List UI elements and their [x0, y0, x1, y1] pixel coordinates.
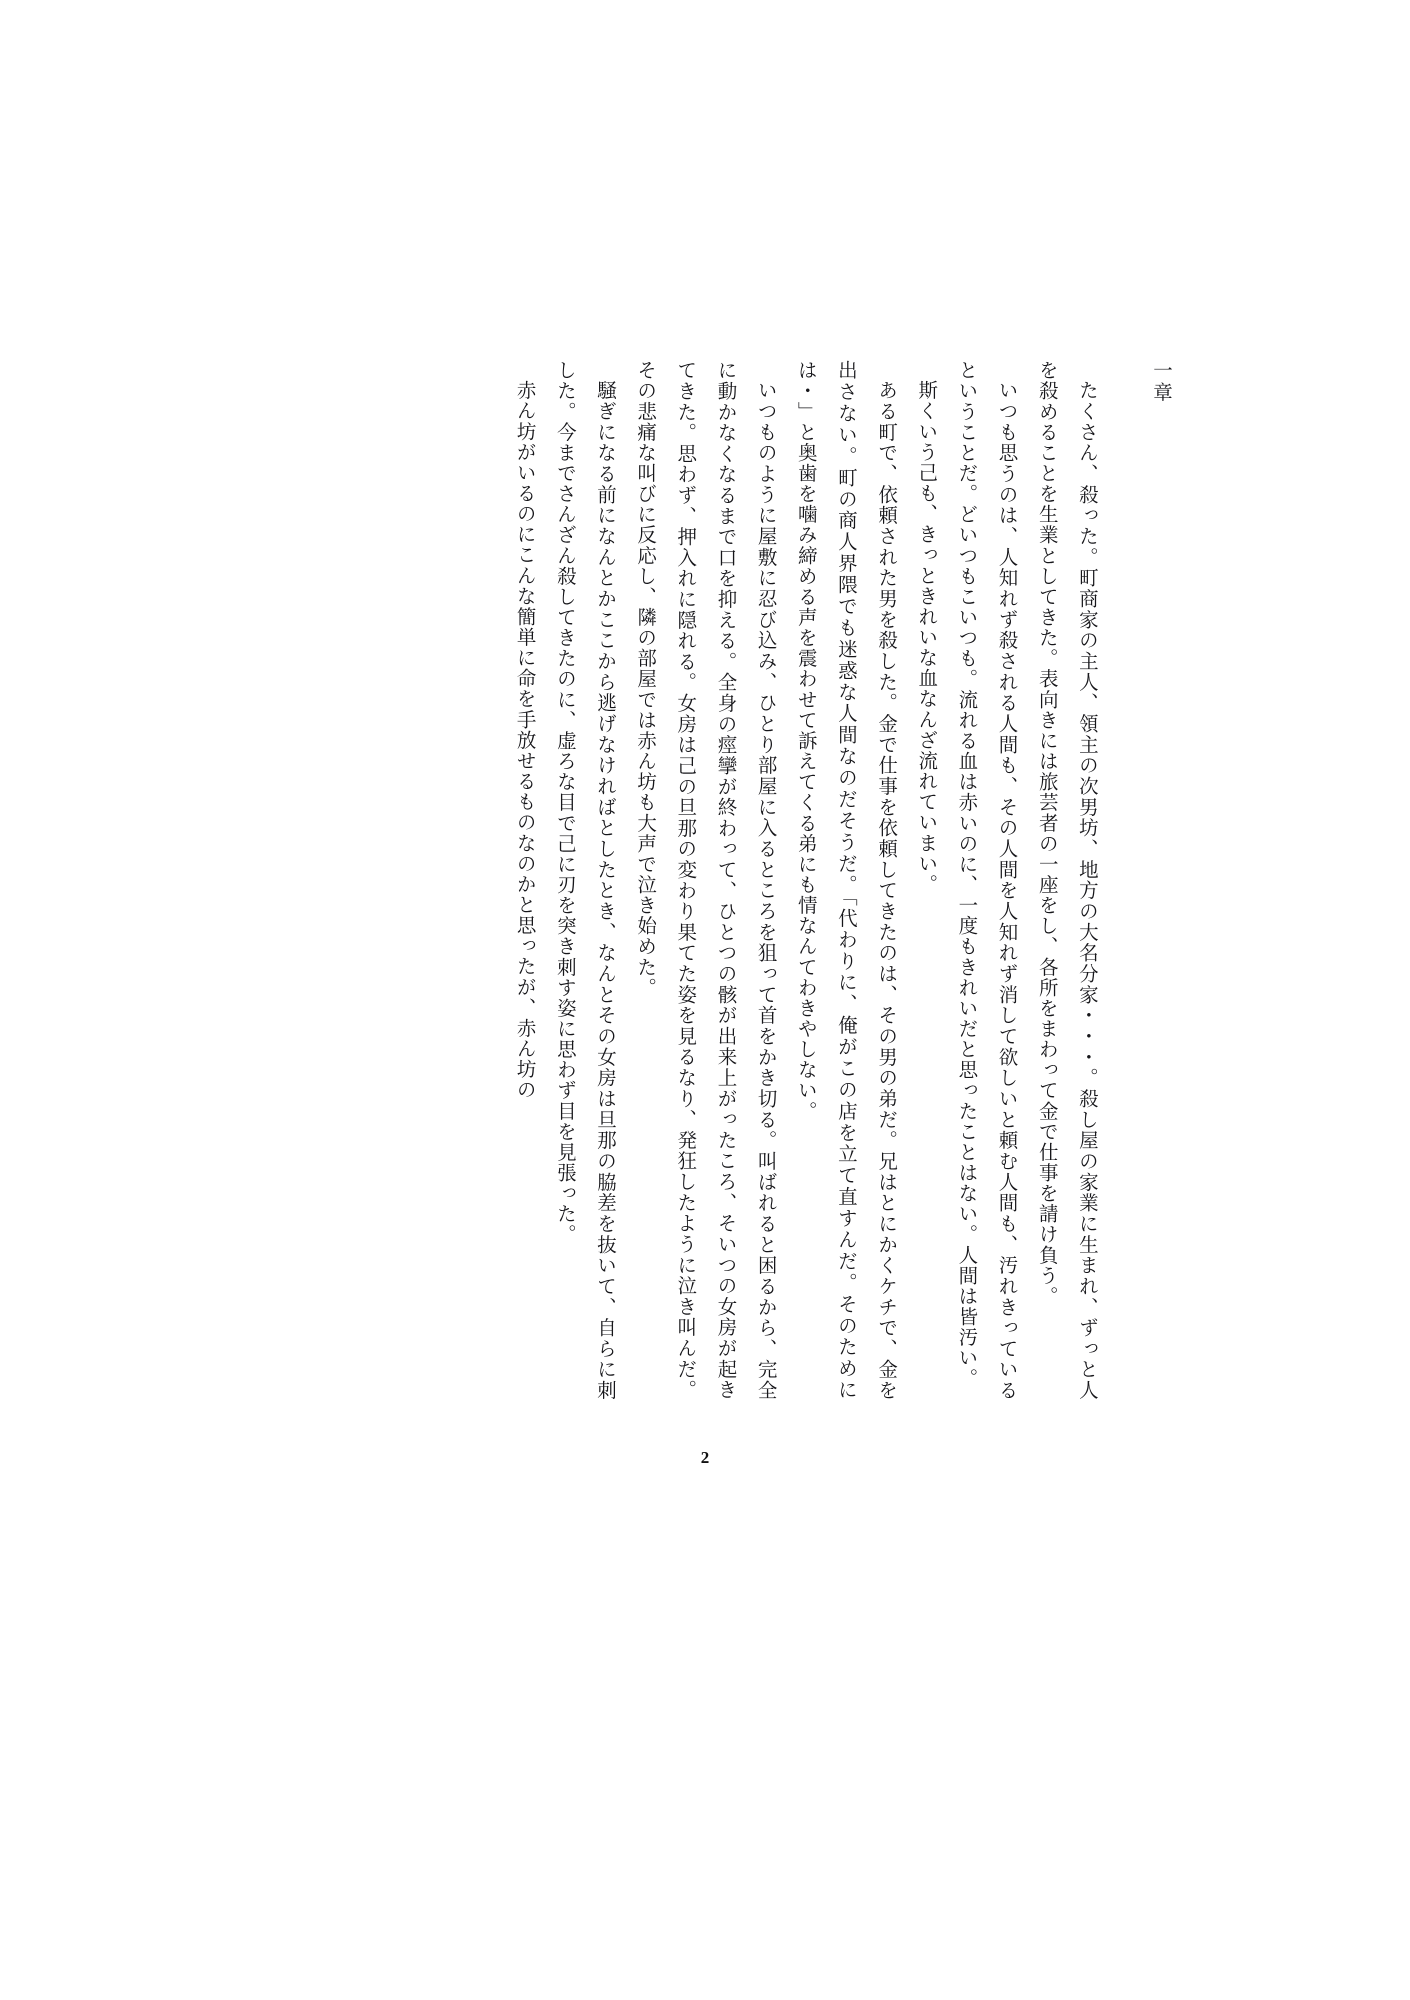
chapter-title: 一章: [1150, 360, 1171, 404]
paragraph: いつも思うのは、人知れず殺される人間も、その人間を人知れず消して欲しいと頼む人間も、汚れきっているということだ。どいつもこいつも。流れる血は赤いのに、一度もきれいだと思ったことはない。人間は皆汚い。: [955, 360, 1017, 1400]
paragraph: 騒ぎになる前になんとかここから逃げなければとしたとき、なんとその女房は旦那の脇差を抜いて、自らに刺した。今までさんざん殺してきたのに、虚ろな目で己に刃を突き刺す姿に思わず目を見張った。: [553, 360, 615, 1400]
paragraph: いつものように屋敷に忍び込み、ひとり部屋に入るところを狙って首をかき切る。叫ばれると困るから、完全に動かなくなるまで口を抑える。全身の痙攣が終わって、ひとつの骸が出来上がったころ、そいつの女房が起きてきた。思わず、押入れに隠れる。女房は己の旦那の変わり果てた姿を見るなり、発狂したように泣き叫んだ。その悲痛な叫びに反応し、隣の部屋では赤ん坊も大声で泣き始めた。: [634, 360, 776, 1400]
vertical-text-body: [420, 360, 1180, 1400]
paragraph: 赤ん坊がいるのにこんな簡単に命を手放せるものなのかと思ったが、赤ん坊の: [513, 379, 535, 1100]
paragraph: 斯くいう己も、きっときれいな血なんざ流れていまい。: [915, 379, 937, 894]
paragraph: ある町で、依頼された男を殺した。金で仕事を依頼してきたのは、その男の弟だ。兄はとにかくケチで、金を出さない。町の商人界隈でも迷惑な人間なのだそうだ。「代わりに、俺がこの店を立て直すんだ。そのためには・」と奥歯を噛み締める声を震わせて訴えてくる弟にも情なんてわきやしない。: [794, 360, 897, 1400]
page-number: 2: [700, 1448, 710, 1467]
paragraph: たくさん、殺った。町商家の主人、領主の次男坊、地方の大名分家・・・。殺し屋の家業に生まれ、ずっと人を殺めることを生業としてきた。表向きには旅芸者の一座をし、各所をまわって金で仕事を請け負う。: [1035, 360, 1097, 1400]
